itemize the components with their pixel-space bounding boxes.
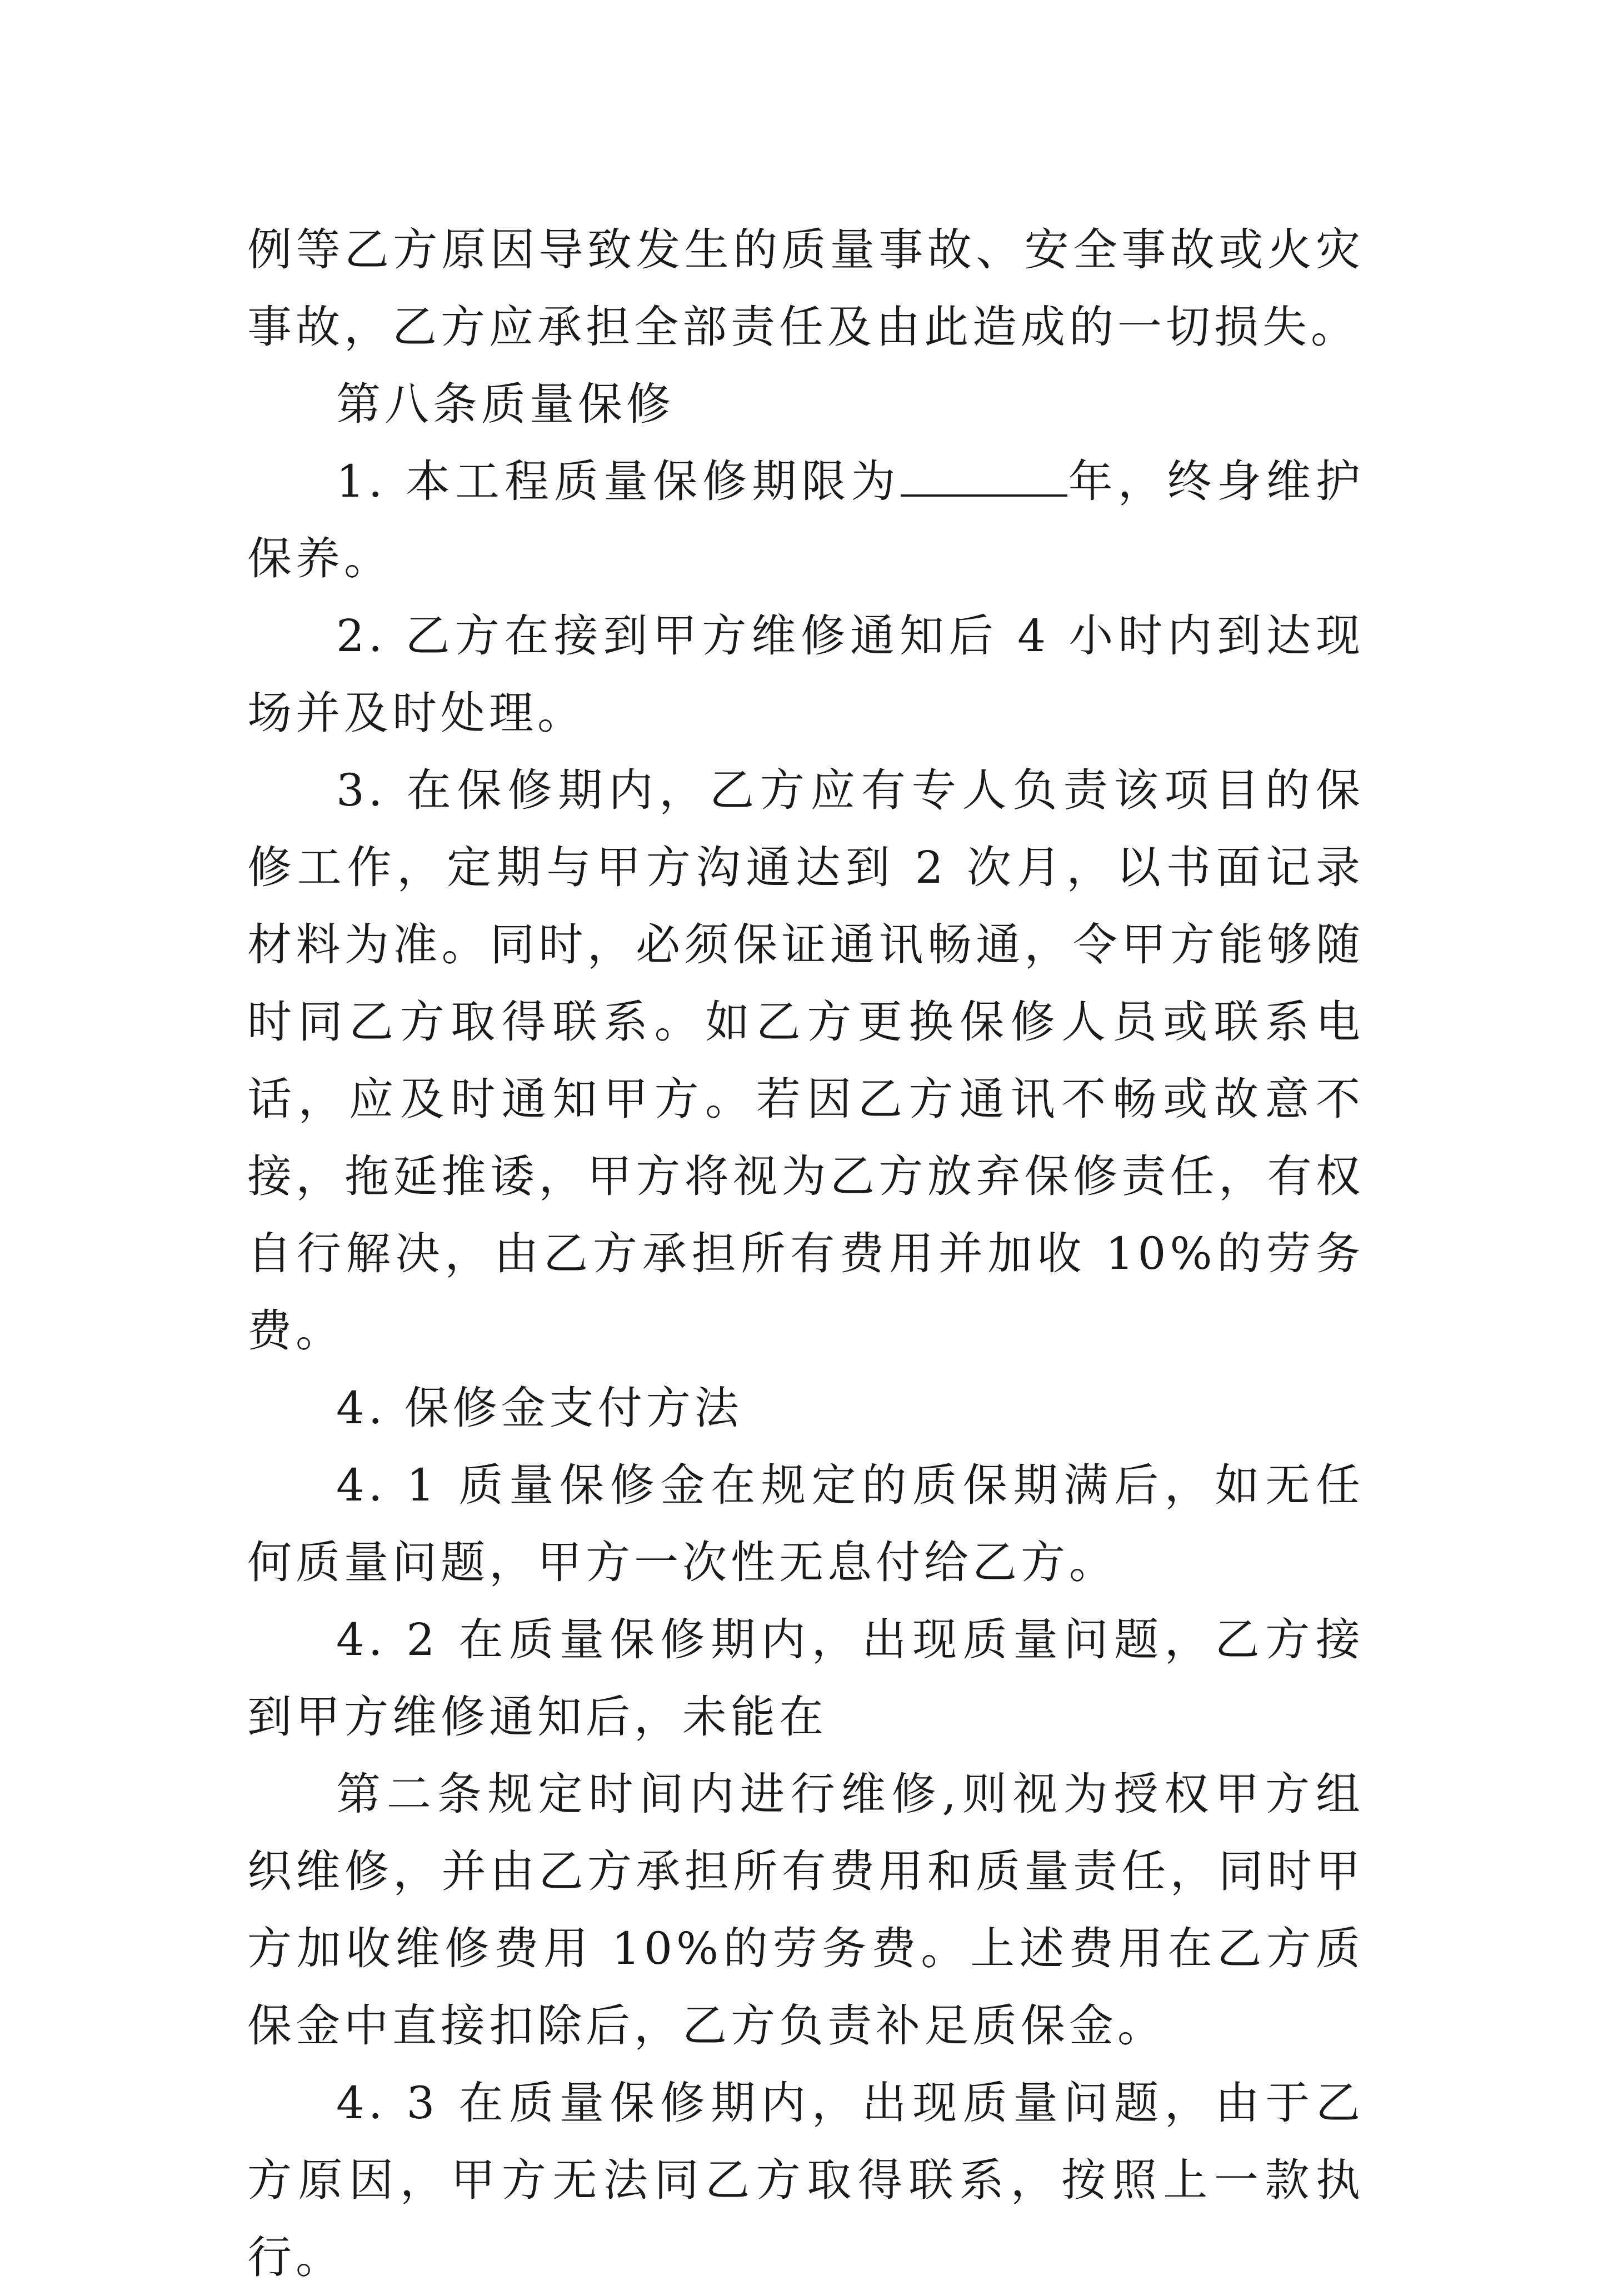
heading-payment-method: 4. 保修金支付方法 bbox=[336, 1382, 743, 1434]
paragraph-clause-4-1: 4. 1 质量保修金在规定的质保期满后，如无任何质量问题，甲方一次性无息付给乙方。 bbox=[247, 1459, 1364, 1588]
heading-article-eight: 第八条质量保修 bbox=[336, 378, 675, 430]
paragraph-response-time: 2. 乙方在接到甲方维修通知后 4 小时内到达现场并及时处理。 bbox=[247, 610, 1364, 739]
paragraph-clause-4-3: 4. 3 在质量保修期内，出现质量问题，由于乙方原因，甲方无法同乙方取得联系，按照上一款执行。 bbox=[247, 2077, 1364, 2283]
paragraph-accident-liability: 例等乙方原因导致发生的质量事故、安全事故或火灾事故，乙方应承担全部责任及由此造成的一切损失。 bbox=[247, 224, 1364, 353]
paragraph-clause-4-2: 4. 2 在质量保修期内，出现质量问题，乙方接到甲方维修通知后，未能在 bbox=[247, 1614, 1364, 1743]
document-body bbox=[247, 211, 1364, 2296]
warranty-period-prefix: 1. 本工程质量保修期限为 bbox=[336, 456, 901, 507]
paragraph-article-two-repair: 第二条规定时间内进行维修,则视为授权甲方组织维修，并由乙方承担所有费用和质量责任，同时甲方加收维修费用 10%的劳务费。上述费用在乙方质保金中直接扣除后，乙方负责补足质保金。 bbox=[247, 1768, 1364, 2052]
paragraph-warranty-period bbox=[247, 443, 1364, 597]
warranty-years-blank bbox=[901, 456, 1067, 497]
paragraph-warranty-staff: 3. 在保修期内，乙方应有专人负责该项目的保修工作，定期与甲方沟通达到 2 次月，以书面记录材料为准。同时，必须保证通讯畅通，令甲方能够随时同乙方取得联系。如乙方更换保修人员或联系电话，应及时通知甲方。若因乙方通讯不畅或故意不接，拖延推诿，甲方将视为乙方放弃保修责任，有权自行解决，由乙方承担所有费用并加收 10%的劳务费。 bbox=[247, 764, 1364, 1357]
warranty-period-suffix: 年，终身维护保养。 bbox=[247, 456, 1364, 584]
